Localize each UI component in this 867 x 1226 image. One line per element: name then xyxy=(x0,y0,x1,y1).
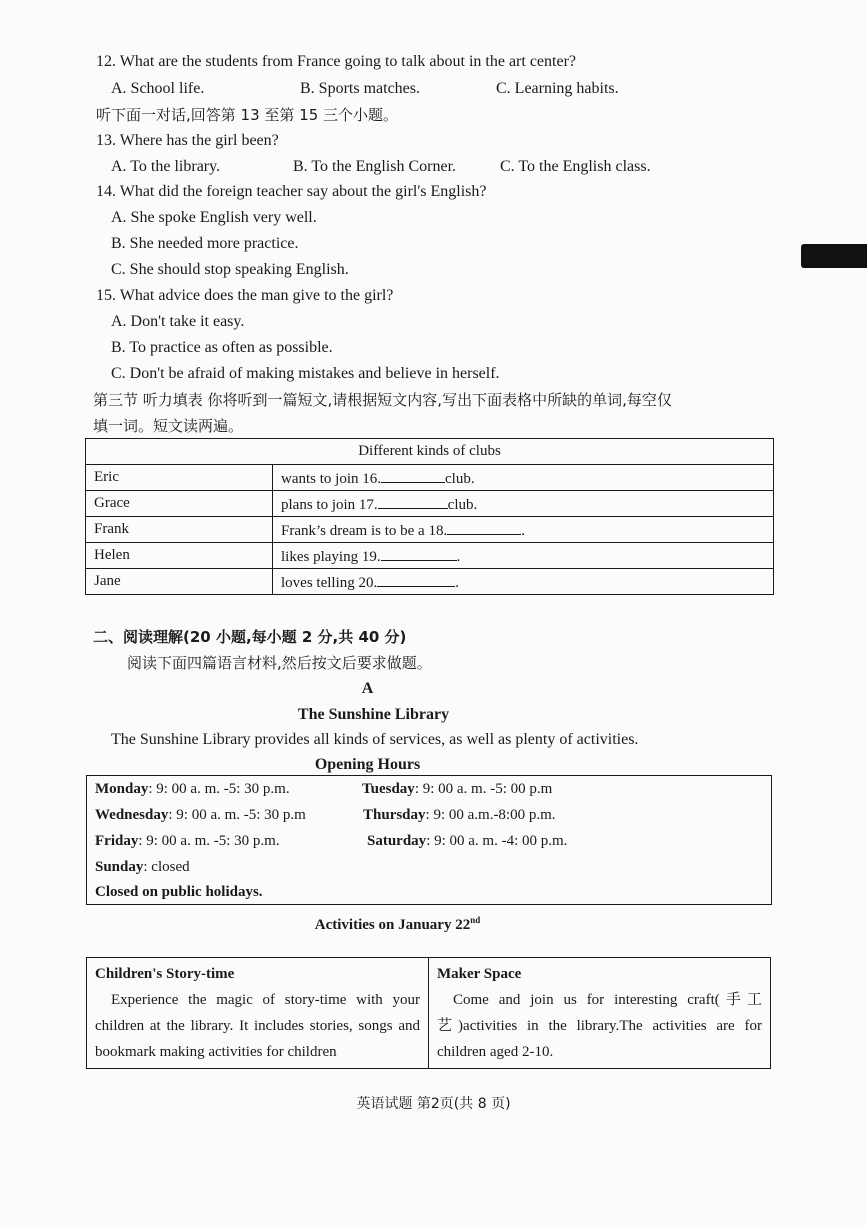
activity-story-time xyxy=(87,958,429,1069)
club-row-info: likes playing 19. . xyxy=(273,543,774,569)
activity-title: Children's Story-time xyxy=(95,966,235,982)
answer-blank-18[interactable] xyxy=(447,520,521,535)
activities-table xyxy=(86,957,771,1069)
club-row-name: Frank xyxy=(86,517,273,543)
activity-body: Experience the magic of story-time with your children at the library. It includes stories, songs and bookmark making activities for children xyxy=(95,992,420,1060)
question-14-option-b: B. She needed more practice. xyxy=(111,235,299,252)
question-12-stem: 12. What are the students from France going to talk about in the art center? xyxy=(96,53,576,70)
opening-hours-box xyxy=(86,775,772,905)
question-12-option-c: C. Learning habits. xyxy=(496,80,619,97)
table-row xyxy=(86,517,774,543)
dialogue-instruction: 听下面一对话,回答第 13 至第 15 三个小题。 xyxy=(96,106,399,124)
table-row xyxy=(86,569,774,595)
question-15-option-c: C. Don't be afraid of making mistakes and believe in herself. xyxy=(111,365,500,382)
club-row-info: plans to join 17. club. xyxy=(273,491,774,517)
question-15-option-b: B. To practice as often as possible. xyxy=(111,339,333,356)
question-14-option-c: C. She should stop speaking English. xyxy=(111,261,349,278)
hours-tuesday: Tuesday: 9: 00 a. m. -5: 00 p.m xyxy=(362,781,553,797)
club-row-info: loves telling 20. . xyxy=(273,569,774,595)
hours-holidays: Closed on public holidays. xyxy=(95,884,263,900)
part2-heading: 二、阅读理解(20 小题,每小题 2 分,共 40 分) xyxy=(93,628,407,646)
question-15-option-a: A. Don't take it easy. xyxy=(111,313,245,330)
redaction-mark xyxy=(801,244,867,268)
clubs-table xyxy=(85,438,774,595)
answer-blank-20[interactable] xyxy=(377,572,455,587)
clubs-table-header: Different kinds of clubs xyxy=(86,439,774,465)
question-13-option-b: B. To the English Corner. xyxy=(293,158,457,175)
passage-intro: The Sunshine Library provides all kinds of services, as well as plenty of activities. xyxy=(111,731,639,748)
hours-friday: Friday: 9: 00 a. m. -5: 30 p.m. xyxy=(95,833,280,849)
club-row-info: wants to join 16. club. xyxy=(273,465,774,491)
table-row xyxy=(86,543,774,569)
hours-wednesday: Wednesday: 9: 00 a. m. -5: 30 p.m xyxy=(95,807,306,823)
question-14-option-a: A. She spoke English very well. xyxy=(111,209,317,226)
page-footer: 英语试题 第2页(共 8 页) xyxy=(356,1096,511,1112)
club-row-name: Grace xyxy=(86,491,273,517)
club-row-name: Eric xyxy=(86,465,273,491)
hours-thursday: Thursday: 9: 00 a.m.-8:00 p.m. xyxy=(363,807,556,823)
hours-sunday: Sunday: closed xyxy=(95,859,190,875)
activity-body: Come and join us for interesting craft(手工艺)activities in the library.The activities are for children aged 2-10. xyxy=(437,992,762,1060)
part2-instruction: 阅读下面四篇语言材料,然后按文后要求做题。 xyxy=(127,654,432,672)
question-15-stem: 15. What advice does the man give to the girl? xyxy=(96,287,394,304)
club-row-name: Helen xyxy=(86,543,273,569)
question-13-option-a: A. To the library. xyxy=(111,158,221,175)
answer-blank-16[interactable] xyxy=(381,468,445,483)
activities-title: Activities on January 22nd xyxy=(314,915,481,933)
question-13-stem: 13. Where has the girl been? xyxy=(96,132,279,149)
answer-blank-17[interactable] xyxy=(378,494,448,509)
table-row xyxy=(86,491,774,517)
question-13-option-c: C. To the English class. xyxy=(500,158,651,175)
passage-title: The Sunshine Library xyxy=(297,706,450,723)
table-row xyxy=(86,465,774,491)
hours-saturday: Saturday: 9: 00 a. m. -4: 00 p.m. xyxy=(367,833,568,849)
question-14-stem: 14. What did the foreign teacher say about the girl's English? xyxy=(96,183,487,200)
answer-blank-19[interactable] xyxy=(381,546,457,561)
section3-instruction-line2: 填一词。短文读两遍。 xyxy=(93,417,244,435)
club-row-info: Frank’s dream is to be a 18. . xyxy=(273,517,774,543)
activity-maker-space xyxy=(429,958,771,1069)
hours-monday: Monday: 9: 00 a. m. -5: 30 p.m. xyxy=(95,781,290,797)
section3-instruction-line1: 第三节 听力填表 你将听到一篇短文,请根据短文内容,写出下面表格中所缺的单词,每空仅 xyxy=(93,391,672,409)
question-12-option-b: B. Sports matches. xyxy=(300,80,420,97)
question-12-option-a: A. School life. xyxy=(111,80,205,97)
passage-letter: A xyxy=(361,680,374,697)
activity-title: Maker Space xyxy=(437,966,522,982)
club-row-name: Jane xyxy=(86,569,273,595)
opening-hours-title: Opening Hours xyxy=(314,756,421,773)
